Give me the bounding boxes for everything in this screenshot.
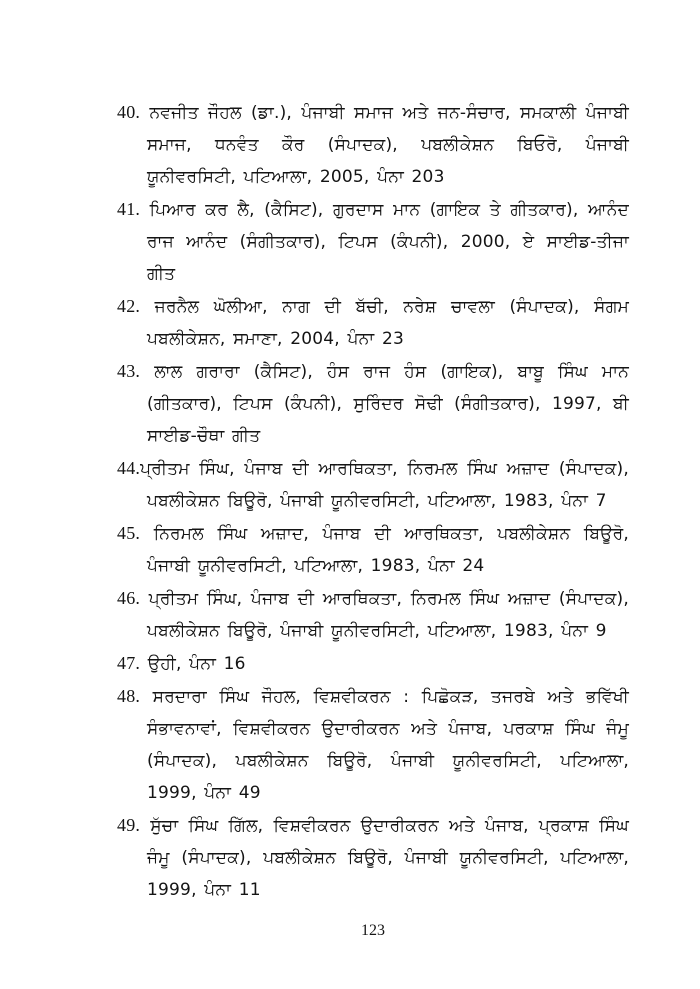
reference-number: 40. xyxy=(117,102,141,122)
reference-text: ਸੁੱਚਾ ਸਿੰਘ ਗਿੱਲ, ਵਿਸ਼ਵੀਕਰਨ ਉਦਾਰੀਕਰਨ ਅਤੇ ਪੰਜਾਬ, ਪ੍ਰਕਾਸ਼ ਸਿੰਘ ਜੰਮੂ (ਸੰਪਾਦਕ), ਪਬਲੀਕੇਸ਼ਨ ਬਿਊਰੋ, ਪੰਜਾਬੀ ਯੂਨੀਵਰਸਿਟੀ, ਪਟਿਆਲਾ, 1999, ਪੰਨਾ 11 xyxy=(147,816,630,900)
reference-number: 45. xyxy=(117,523,141,543)
list-item xyxy=(117,452,629,517)
list-item xyxy=(117,582,629,647)
reference-text: ਲਾਲ ਗਰਾਰਾ (ਕੈਸਿਟ), ਹੰਸ ਰਾਜ ਹੰਸ (ਗਾਇਕ), ਬਾਬੂ ਸਿੰਘ ਮਾਨ (ਗੀਤਕਾਰ), ਟਿਪਸ (ਕੰਪਨੀ), ਸੁਰਿੰਦਰ ਸੋਢੀ (ਸੰਗੀਤਕਾਰ), 1997, ਬੀ ਸਾਈਡ-ਚੌਥਾ ਗੀਤ xyxy=(147,362,629,446)
list-item xyxy=(117,517,629,582)
number-text-gap xyxy=(140,687,153,707)
reference-number: 43. xyxy=(117,361,141,381)
number-text-gap xyxy=(140,524,154,544)
reference-number: 47. xyxy=(117,653,141,673)
list-item xyxy=(117,193,629,290)
list-item xyxy=(117,647,629,680)
number-text-gap xyxy=(140,654,148,674)
reference-number: 44. xyxy=(117,458,141,478)
number-text-gap xyxy=(140,589,149,609)
number-text-gap xyxy=(140,362,154,382)
reference-number: 42. xyxy=(117,296,141,316)
list-item xyxy=(117,96,629,193)
reference-text: ਨਿਰਮਲ ਸਿੰਘ ਅਜ਼ਾਦ, ਪੰਜਾਬ ਦੀ ਆਰਥਿਕਤਾ, ਪਬਲੀਕੇਸ਼ਨ ਬਿਊਰੋ, ਪੰਜਾਬੀ ਯੂਨੀਵਰਸਿਟੀ, ਪਟਿਆਲਾ, 1983, ਪੰਨਾ 24 xyxy=(147,524,630,576)
page-number: 123 xyxy=(361,922,385,939)
list-item xyxy=(117,355,629,452)
reference-text: ਜਰਨੈਲ ਘੋਲੀਆ, ਨਾਗ ਦੀ ਬੱਚੀ, ਨਰੇਸ਼ ਚਾਵਲਾ (ਸੰਪਾਦਕ), ਸੰਗਮ ਪਬਲੀਕੇਸ਼ਨ, ਸਮਾਣਾ, 2004, ਪੰਨਾ 23 xyxy=(147,297,629,349)
number-text-gap xyxy=(140,103,149,123)
reference-text: ਉਹੀ, ਪੰਨਾ 16 xyxy=(147,654,246,674)
reference-text: ਪ੍ਰੀਤਮ ਸਿੰਘ, ਪੰਜਾਬ ਦੀ ਆਰਥਿਕਤਾ, ਨਿਰਮਲ ਸਿੰਘ ਅਜ਼ਾਦ (ਸੰਪਾਦਕ), ਪਬਲੀਕੇਸ਼ਨ ਬਿਊਰੋ, ਪੰਜਾਬੀ ਯੂਨੀਵਰਸਿਟੀ, ਪਟਿਆਲਾ, 1983, ਪੰਨਾ 7 xyxy=(140,459,629,511)
reference-text: ਪਿਆਰ ਕਰ ਲੈ, (ਕੈਸਿਟ), ਗੁਰਦਾਸ ਮਾਨ (ਗਾਇਕ ਤੇ ਗੀਤਕਾਰ), ਆਨੰਦ ਰਾਜ ਆਨੰਦ (ਸੰਗੀਤਕਾਰ), ਟਿਪਸ (ਕੰਪਨੀ), 2000, ਏ ਸਾਈਡ-ਤੀਜਾ ਗੀਤ xyxy=(147,200,629,284)
list-item xyxy=(117,809,629,906)
reference-list xyxy=(117,96,629,906)
number-text-gap xyxy=(140,816,150,836)
number-text-gap xyxy=(140,297,155,317)
reference-text: ਪ੍ਰੀਤਮ ਸਿੰਘ, ਪੰਜਾਬ ਦੀ ਆਰਥਿਕਤਾ, ਨਿਰਮਲ ਸਿੰਘ ਅਜ਼ਾਦ (ਸੰਪਾਦਕ), ਪਬਲੀਕੇਸ਼ਨ ਬਿਊਰੋ, ਪੰਜਾਬੀ ਯੂਨੀਵਰਸਿਟੀ, ਪਟਿਆਲਾ, 1983, ਪੰਨਾ 9 xyxy=(147,589,629,641)
reference-number: 49. xyxy=(117,815,141,835)
reference-text: ਸਰਦਾਰਾ ਸਿੰਘ ਜੌਹਲ, ਵਿਸ਼ਵੀਕਰਨ : ਪਿਛੋਕੜ, ਤਜਰਬੇ ਅਤੇ ਭਵਿੱਖੀ ਸੰਭਾਵਨਾਵਾਂ, ਵਿਸ਼ਵੀਕਰਨ ਉਦਾਰੀਕਰਨ ਅਤੇ ਪੰਜਾਬ, ਪਰਕਾਸ਼ ਸਿੰਘ ਜੰਮੂ (ਸੰਪਾਦਕ), ਪਬਲੀਕੇਸ਼ਨ ਬਿਊਰੋ, ਪੰਜਾਬੀ ਯੂਨੀਵਰਸਿਟੀ, ਪਟਿਆਲਾ, 1999, ਪੰਨਾ 49 xyxy=(147,687,629,803)
list-item xyxy=(117,680,629,809)
reference-number: 46. xyxy=(117,588,141,608)
list-item xyxy=(117,290,629,355)
reference-number: 41. xyxy=(117,199,141,219)
number-text-gap xyxy=(140,200,150,220)
reference-text: ਨਵਜੀਤ ਜੌਹਲ (ਡਾ.), ਪੰਜਾਬੀ ਸਮਾਜ ਅਤੇ ਜਨ-ਸੰਚਾਰ, ਸਮਕਾਲੀ ਪੰਜਾਬੀ ਸਮਾਜ, ਧਨਵੰਤ ਕੌਰ (ਸੰਪਾਦਕ), ਪਬਲੀਕੇਸ਼ਨ ਬਿਓਰੋ, ਪੰਜਾਬੀ ਯੂਨੀਵਰਸਿਟੀ, ਪਟਿਆਲਾ, 2005, ਪੰਨਾ 203 xyxy=(147,103,630,187)
reference-number: 48. xyxy=(117,686,141,706)
